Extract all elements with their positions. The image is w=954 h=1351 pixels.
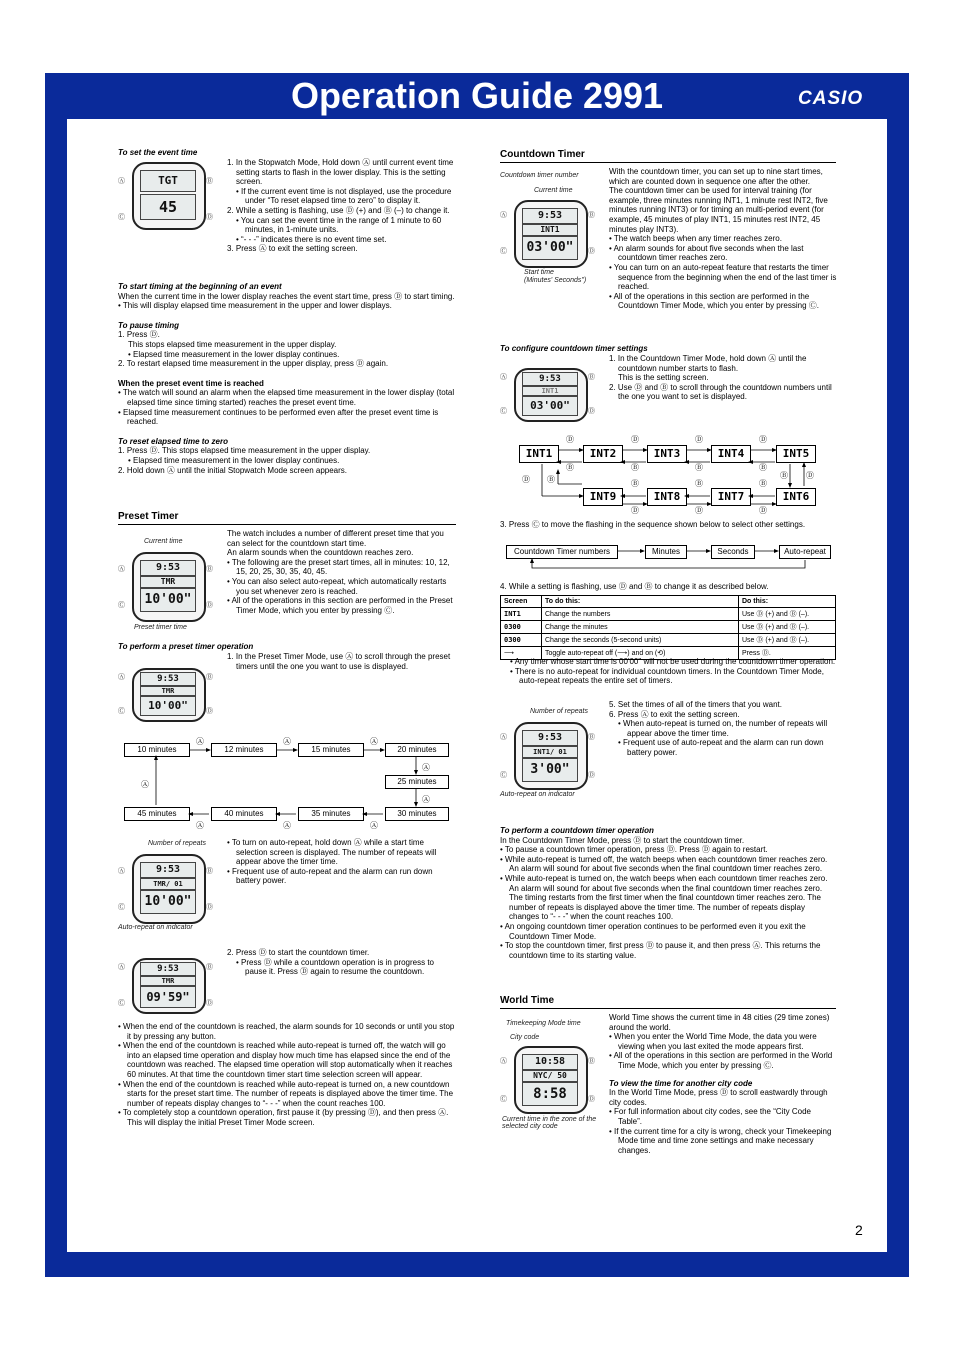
cycle-box: 10 minutes: [124, 743, 190, 757]
pause-timing-title: To pause timing: [118, 320, 180, 330]
step4-wrap: [500, 582, 836, 592]
arrow-label-d: Ⓓ: [522, 475, 530, 484]
arrow-label-a: Ⓐ: [283, 737, 291, 746]
button-a-label: Ⓐ: [500, 734, 507, 741]
watch-illustration-config: [500, 368, 600, 420]
arrow-label-b: Ⓑ: [631, 463, 639, 472]
body-text: • When the end of the countdown is reached while auto-repeat is turned on, a new countdown starts for the preset start time. The number of repeats is displayed above the timer time. The number of repeats display changes to “- - -” when the count reaches 100.: [118, 1079, 454, 1108]
body-text: The countdown timer can be used for interval training (for example, three minutes running INT1, 1 minute rest INT2, five minutes running INT3) or for timing an multi-period event (for example, 45 minutes of play INT1, 15 minutes rest INT2, 45 minutes play INT3).: [609, 186, 828, 234]
cycle-box: 25 minutes: [385, 775, 449, 789]
watch-mode-display: TMR/ 01: [140, 878, 196, 890]
caption-current-time: Current time: [144, 538, 183, 545]
casio-logo: [798, 86, 888, 108]
arrow-label-a: Ⓐ: [283, 821, 291, 830]
button-d-label: Ⓓ: [206, 602, 213, 609]
page-number: 2: [855, 1222, 863, 1238]
button-d-label: Ⓓ: [588, 772, 595, 779]
body-text: When the current time in the lower display reaches the event start time, press Ⓓ to start timing.: [118, 291, 455, 301]
body-text: • You can also select auto-repeat, which automatically restarts you set whenever zero is reached.: [227, 576, 447, 596]
svg-text:CASIO: CASIO: [798, 88, 864, 108]
watch-upper-display: TGT: [140, 170, 196, 192]
button-b-label: Ⓑ: [588, 1058, 595, 1065]
body-text: • The following are the preset start times, all in minutes: 10, 12, 15, 20, 25, 30, 35, 40, 45.: [227, 557, 450, 577]
table-cell: Change the minutes: [542, 621, 739, 634]
sequence-arrows: [500, 540, 840, 576]
body-text: This is the setting screen.: [618, 373, 709, 383]
button-a-label: Ⓐ: [500, 1058, 507, 1065]
arrow-label-b: Ⓑ: [547, 475, 555, 484]
button-d-label: Ⓓ: [206, 214, 213, 221]
caption-city-code: City code: [510, 1034, 540, 1041]
int-box: INT1: [519, 445, 559, 463]
body-text: • Elapsed time measurement in the lower display continues.: [128, 349, 340, 359]
arrow-label-d: Ⓓ: [566, 435, 574, 444]
table-cell: ⟶: [501, 647, 542, 660]
button-d-label: Ⓓ: [206, 1000, 213, 1007]
settings-table: [500, 595, 836, 660]
countdown-header: [500, 150, 836, 163]
button-c-label: Ⓒ: [118, 1000, 125, 1007]
cycle-box: 12 minutes: [211, 743, 277, 757]
arrow-label-b: Ⓑ: [695, 463, 703, 472]
preset-op-title-wrap: [118, 642, 456, 652]
button-c-label: Ⓒ: [500, 248, 507, 255]
arrow-label-d: Ⓓ: [806, 471, 814, 480]
arrow-label-a: Ⓐ: [422, 763, 430, 772]
preset-timer-title: Preset Timer: [118, 512, 456, 525]
arrow-label-b: Ⓑ: [759, 479, 767, 488]
body-text: • To completely stop a countdown operation, first pause it (by pressing Ⓓ), and then press Ⓐ. This will display the initial Preset Timer Mode screen.: [118, 1108, 449, 1127]
int-box: INT9: [583, 488, 623, 506]
watch-int-display: INT1: [522, 386, 578, 396]
body-text: 4. While a setting is flashing, use Ⓓ and Ⓑ to change it as described below.: [500, 582, 769, 591]
table-cell: Change the seconds (5-second units): [542, 634, 739, 647]
perform-title: To perform a countdown timer operation: [500, 826, 654, 835]
watch-preset-display: 10'00": [140, 890, 196, 914]
arrow-label-b: Ⓑ: [780, 471, 788, 480]
arrow-label-b: Ⓑ: [566, 463, 574, 472]
body-text: 1. In the Preset Timer Mode, use Ⓐ to scroll through the preset timers until the one you want to use is displayed.: [227, 652, 451, 671]
watch-time-display: 9:53: [140, 962, 196, 976]
button-b-label: Ⓑ: [206, 674, 213, 681]
body-text: • When you enter the World Time Mode, the data you were viewing when you last exited the mode appears first.: [609, 1032, 817, 1051]
step-text: • You can set the event time in the range of 1 minute to 60 minutes, in 1-minute units.: [236, 215, 442, 235]
watch-illustration-running: [118, 958, 218, 1012]
button-b-label: Ⓑ: [206, 964, 213, 971]
button-d-label: Ⓓ: [588, 408, 595, 415]
body-text: • You can turn on an auto-repeat feature that restarts the timer sequence from the beginning when the end of the last timer is reached.: [609, 262, 837, 292]
body-text: • While auto-repeat is turned off, the watch beeps when each countdown timer reaches zero. An alarm will sound for about five seconds when the final countdown timer reaches zero.: [500, 854, 828, 874]
body-text: World Time shows the current time in 48 cities (29 time zones) around the world.: [609, 1013, 830, 1032]
body-text: • Any timer whose start time is 00'00" will not be used during the countdown timer operation.: [510, 657, 836, 666]
body-text: • All of the operations in this section are performed in the Preset Timer Mode, which you enter by pressing Ⓒ.: [227, 596, 453, 615]
arrow-label-d: Ⓓ: [695, 435, 703, 444]
button-b-label: Ⓑ: [588, 212, 595, 219]
arrow-label-b: Ⓑ: [759, 463, 767, 472]
body-text: • An alarm sounds for about five seconds when the last countdown timer reaches zero.: [609, 243, 804, 263]
watch-time-display: 9:53: [140, 862, 196, 878]
button-c-label: Ⓒ: [118, 602, 125, 609]
table-row: [501, 608, 836, 621]
button-c-label: Ⓒ: [118, 708, 125, 715]
body-text: In the Countdown Timer Mode, press Ⓓ to start the countdown timer.: [500, 835, 745, 845]
table-header-cell: To do this:: [542, 596, 739, 608]
body-text: • Frequent use of auto-repeat and the alarm can run down battery power.: [227, 866, 433, 886]
body-text: • To stop the countdown timer, first press Ⓓ to pause it, and then press Ⓐ. This returns the countdown time to its starting value.: [500, 941, 821, 960]
caption-countdown-number: Countdown timer number: [500, 172, 579, 179]
body-text: 2. Use Ⓓ and Ⓑ to scroll through the countdown numbers until the one you want to set is displayed.: [609, 382, 832, 402]
watch-int-display: INT1: [522, 224, 578, 236]
table-header-row: [501, 596, 836, 608]
table-cell: Press Ⓓ.: [739, 647, 836, 660]
watch-time-display: 9:53: [522, 730, 578, 746]
caption-start-time-units: (Minutes' Seconds"): [524, 277, 587, 284]
body-text: • All of the operations in this section are performed in the Countdown Timer Mode, which you enter by pressing Ⓒ.: [609, 291, 819, 311]
caption-auto-repeat: Auto-repeat on indicator: [118, 924, 193, 931]
countdown-title: Countdown Timer: [500, 150, 836, 163]
start-timing-title: To start timing at the beginning of an event: [118, 282, 282, 291]
caption-number-of-repeats: Number of repeats: [148, 840, 206, 847]
autorepeat-notes: [227, 838, 455, 886]
world-time-title: World Time: [500, 996, 836, 1009]
body-text: 1. Press Ⓓ.: [118, 330, 160, 340]
sequence-box: Countdown Timer numbers: [506, 545, 618, 559]
body-text: 5. Set the times of all of the timers that you want.: [609, 700, 782, 709]
body-text: • The watch will sound an alarm when the elapsed time measurement in the lower display (total elapsed time since timing started) reaches the preset event time.: [118, 388, 455, 407]
watch-illustration-autorepeat: [118, 840, 228, 936]
int-box: INT3: [647, 445, 687, 463]
watch-time-display: 9:53: [522, 208, 578, 224]
button-d-label: Ⓓ: [206, 904, 213, 911]
watch-countdown-display: 09'59": [140, 986, 196, 1008]
step-text: • “- - -” indicates there is no event time set.: [236, 234, 387, 244]
body-text: The watch includes a number of different preset time that you can select for the countdown start time.: [227, 529, 444, 548]
button-d-label: Ⓓ: [588, 248, 595, 255]
button-a-label: Ⓐ: [118, 964, 125, 971]
body-text: • Frequent use of auto-repeat and the alarm can run down battery power.: [618, 738, 824, 757]
table-cell: Change the numbers: [542, 608, 739, 621]
button-a-label: Ⓐ: [118, 674, 125, 681]
watch-time-display: 9:53: [522, 372, 578, 386]
world-time-header: [500, 996, 836, 1009]
body-text: • When the end of the countdown is reached while auto-repeat is turned off, the watch will go into an elapsed time operation and display how much time has elapsed since the end of the countdown was reached. The elapsed time operation will stop automatically when it reaches 60 minutes. At that time the countdown timer start time selection screen will appear.: [118, 1041, 453, 1079]
set-event-steps: [227, 158, 455, 254]
body-text: • When the end of the countdown is reached, the alarm sounds for 10 seconds or until you stop it by pressing any button.: [118, 1022, 455, 1041]
preset-op-title: To perform a preset timer operation: [118, 642, 254, 651]
watch-illustration-countdown: [500, 172, 608, 290]
button-b-label: Ⓑ: [206, 566, 213, 573]
countdown-notes: [510, 657, 836, 686]
body-text: With the countdown timer, you can set up to nine start times, which are counted down in sequence one after the other.: [609, 167, 823, 186]
body-text: • Elapsed time measurement continues to be performed even after the preset event time is reached.: [118, 407, 439, 427]
arrow-label-d: Ⓓ: [759, 506, 767, 515]
sequence-box: Auto-repeat: [779, 545, 831, 559]
step5-6: [609, 700, 837, 758]
arrow-label-b: Ⓑ: [695, 479, 703, 488]
watch-time-display: 9:53: [140, 560, 196, 576]
watch-start-display: 03'00": [522, 236, 578, 260]
preset-timer-intro: [227, 529, 455, 615]
world-time-text: [609, 1013, 837, 1155]
table-row: [501, 634, 836, 647]
button-d-label: Ⓓ: [588, 1096, 595, 1103]
table-cell: Use Ⓓ (+) and Ⓑ (–).: [739, 621, 836, 634]
cycle-box: 45 minutes: [124, 807, 190, 821]
button-c-label: Ⓒ: [500, 772, 507, 779]
body-text: • If the current time for a city is wrong, check your Timekeeping Mode time and time zone settings and make necessary changes.: [609, 1126, 832, 1155]
table-cell: 0300: [501, 621, 542, 634]
sequence-box: Minutes: [645, 545, 687, 559]
body-text: 2. To restart elapsed time measurement in the upper display, press Ⓓ again.: [118, 359, 389, 369]
body-text: • For full information about city codes, see the “City Code Table”.: [609, 1107, 812, 1126]
int-box: INT5: [776, 445, 816, 463]
arrow-label-d: Ⓓ: [631, 435, 639, 444]
button-b-label: Ⓑ: [206, 178, 213, 185]
config-steps: [609, 354, 837, 402]
watch-illustration-preset: [118, 538, 218, 634]
button-b-label: Ⓑ: [588, 734, 595, 741]
preset-timer-header: [118, 512, 456, 525]
cycle-box: 20 minutes: [385, 743, 449, 757]
watch-illustration-event: [118, 160, 218, 230]
button-d-label: Ⓓ: [206, 708, 213, 715]
int-box: INT7: [711, 488, 751, 506]
preset-step2: [227, 948, 455, 977]
caption-auto-repeat: Auto-repeat on indicator: [500, 791, 575, 798]
set-event-title: To set the event time: [118, 148, 198, 157]
table-header-cell: Screen: [501, 596, 542, 608]
body-text: • Elapsed time measurement in the lower display continues.: [128, 455, 340, 465]
config-title-wrap: [500, 344, 836, 354]
reset-zero-title: To reset elapsed time to zero: [118, 436, 228, 446]
body-text: 3. Press Ⓒ to move the flashing in the sequence shown below to select other settings.: [500, 520, 806, 529]
table-cell: Use Ⓓ (+) and Ⓑ (–).: [739, 634, 836, 647]
table-row: [501, 621, 836, 634]
arrow-label-d: Ⓓ: [759, 435, 767, 444]
watch-time-display: 10:58: [522, 1054, 578, 1070]
cycle-box: 40 minutes: [211, 807, 277, 821]
int-box: INT6: [776, 488, 816, 506]
watch-illustration-world: [500, 1020, 608, 1138]
button-c-label: Ⓒ: [118, 904, 125, 911]
watch-start-display: 03'00": [522, 396, 578, 416]
arrow-label-d: Ⓓ: [631, 506, 639, 515]
body-text: 6. Press Ⓐ to exit the setting screen.: [609, 709, 740, 719]
left-column: [118, 148, 456, 158]
body-text: • The watch beeps when any timer reaches zero.: [609, 234, 782, 244]
cycle-box: 15 minutes: [298, 743, 364, 757]
table-cell: 0300: [501, 634, 542, 647]
arrow-label-d: Ⓓ: [695, 506, 703, 515]
arrow-label-a: Ⓐ: [370, 737, 378, 746]
watch-int-display: INT1/ 01: [522, 746, 578, 758]
config-title: To configure countdown timer settings: [500, 344, 648, 353]
table-cell: INT1: [501, 608, 542, 621]
preset-bottom-notes: [118, 1022, 456, 1128]
arrow-label-a: Ⓐ: [196, 821, 204, 830]
view-city-title: To view the time for another city code: [609, 1078, 753, 1088]
step-text: • If the current event time is not displayed, use the procedure under “To reset elapsed time to zero” to display it.: [236, 186, 452, 206]
caption-number-of-repeats: Number of repeats: [530, 708, 588, 715]
caption-current-time: Current time: [534, 187, 573, 194]
body-text: 2. Hold down Ⓐ until the initial Stopwatch Mode screen appears.: [118, 465, 348, 475]
caption-zone-time: Current time in the zone of the selected city code: [502, 1116, 597, 1130]
watch-illustration-countdown-repeat: [500, 708, 608, 804]
table-header-cell: Do this:: [739, 596, 836, 608]
body-text: • An ongoing countdown timer operation continues to be performed even it you exit the Countdown Timer Mode.: [500, 921, 806, 941]
body-text: • To pause a countdown timer operation, press Ⓓ. Press Ⓓ again to restart.: [500, 845, 768, 855]
watch-illustration-preset-2: [118, 668, 218, 720]
body-text: 1. Press Ⓓ. This stops elapsed time measurement in the upper display.: [118, 446, 371, 456]
button-b-label: Ⓑ: [206, 868, 213, 875]
body-text: • While auto-repeat is turned on, the watch beeps when each countdown timer reaches zero. An alarm will sound for about five seconds when the final countdown timer reaches zero. The timing restarts from the first timer when the final countdown timer reaches zero. The number of repeats is displayed above the timer time. The number of repeats display changes to “- - -” when the count reaches 100.: [500, 873, 828, 922]
table-cell: Toggle auto-repeat off (⟶) and on (⟲): [542, 647, 739, 660]
cycle-box: 35 minutes: [298, 807, 364, 821]
int-box: INT8: [647, 488, 687, 506]
arrow-label-a: Ⓐ: [370, 821, 378, 830]
body-text: • Press Ⓓ while a countdown operation is in progress to pause it. Press Ⓓ again to resume the countdown.: [236, 957, 435, 977]
caption-timekeeping-time: Timekeeping Mode time: [506, 1020, 581, 1027]
body-text: • All of the operations in this section are performed in the World Time Mode, which you enter by pressing Ⓒ.: [609, 1051, 833, 1070]
watch-zone-display: 8:58: [522, 1082, 578, 1106]
button-a-label: Ⓐ: [500, 212, 507, 219]
body-text: • This will display elapsed time measurement in the upper and lower displays.: [118, 301, 392, 311]
countdown-intro: [609, 167, 837, 311]
button-c-label: Ⓒ: [500, 1096, 507, 1103]
watch-mode-display: TMR: [140, 976, 196, 986]
button-c-label: Ⓒ: [118, 214, 125, 221]
body-text: 2. Press Ⓓ to start the countdown timer.: [227, 948, 370, 957]
watch-mode-display: TMR: [140, 576, 196, 588]
sequence-box: Seconds: [711, 545, 755, 559]
step3-wrap: [500, 520, 836, 530]
page-title: Operation Guide 2991: [290, 75, 664, 116]
preset-reached-title: When the preset event time is reached: [118, 378, 264, 388]
button-a-label: Ⓐ: [118, 566, 125, 573]
int-box: INT4: [711, 445, 751, 463]
body-text: • When auto-repeat is turned on, the number of repeats will appear above the timer time.: [618, 719, 828, 738]
watch-start-display: 3'00": [522, 758, 578, 782]
step-text: 2. While a setting is flashing, use Ⓓ (+) and Ⓑ (–) to change it.: [227, 205, 450, 215]
button-c-label: Ⓒ: [500, 408, 507, 415]
cycle-box: 30 minutes: [385, 807, 449, 821]
int-box: INT2: [583, 445, 623, 463]
button-a-label: Ⓐ: [500, 374, 507, 381]
button-b-label: Ⓑ: [588, 374, 595, 381]
watch-preset-display: 10'00": [140, 696, 196, 716]
step-text: 3. Press Ⓐ to exit the setting screen.: [227, 244, 358, 254]
arrow-label-a: Ⓐ: [422, 795, 430, 804]
preset-op-step1: [227, 652, 455, 671]
perform-countdown: [500, 826, 836, 960]
caption-preset-time: Preset timer time: [134, 624, 187, 631]
body-text: • There is no auto-repeat for individual countdown timers. In the Countdown Timer Mode, auto-repeat repeats the entire set of timers.: [510, 666, 824, 686]
arrow-label-b: Ⓑ: [631, 479, 639, 488]
button-a-label: Ⓐ: [118, 178, 125, 185]
arrow-label-a: Ⓐ: [141, 780, 149, 789]
table-cell: Use Ⓓ (+) and Ⓑ (–).: [739, 608, 836, 621]
watch-lower-display: 45: [140, 194, 196, 220]
body-text: An alarm sounds when the countdown reaches zero.: [227, 548, 414, 558]
watch-mode-display: TMR: [140, 686, 196, 696]
body-text: This stops elapsed time measurement in the upper display.: [128, 339, 337, 349]
watch-city-display: NYC/ 50: [522, 1070, 578, 1082]
body-text: • To turn on auto-repeat, hold down Ⓐ while a start time selection screen is displayed. The number of repeats will appear above the timer time.: [227, 838, 437, 867]
watch-time-display: 9:53: [140, 672, 196, 686]
step-text: 1. In the Stopwatch Mode, Hold down Ⓐ until current event time setting starts to flash in the lower display. This is the setting screen.: [227, 158, 454, 187]
arrow-label-a: Ⓐ: [196, 737, 204, 746]
caption-start-time: Start time: [524, 269, 554, 276]
watch-preset-display: 10'00": [140, 588, 196, 612]
body-text: 1. In the Countdown Timer Mode, hold down Ⓐ until the countdown number starts to flash.: [609, 354, 807, 373]
left-sections-1: [118, 282, 456, 475]
button-a-label: Ⓐ: [118, 868, 125, 875]
body-text: In the World Time Mode, press Ⓓ to scroll eastwardly through city codes.: [609, 1088, 828, 1107]
